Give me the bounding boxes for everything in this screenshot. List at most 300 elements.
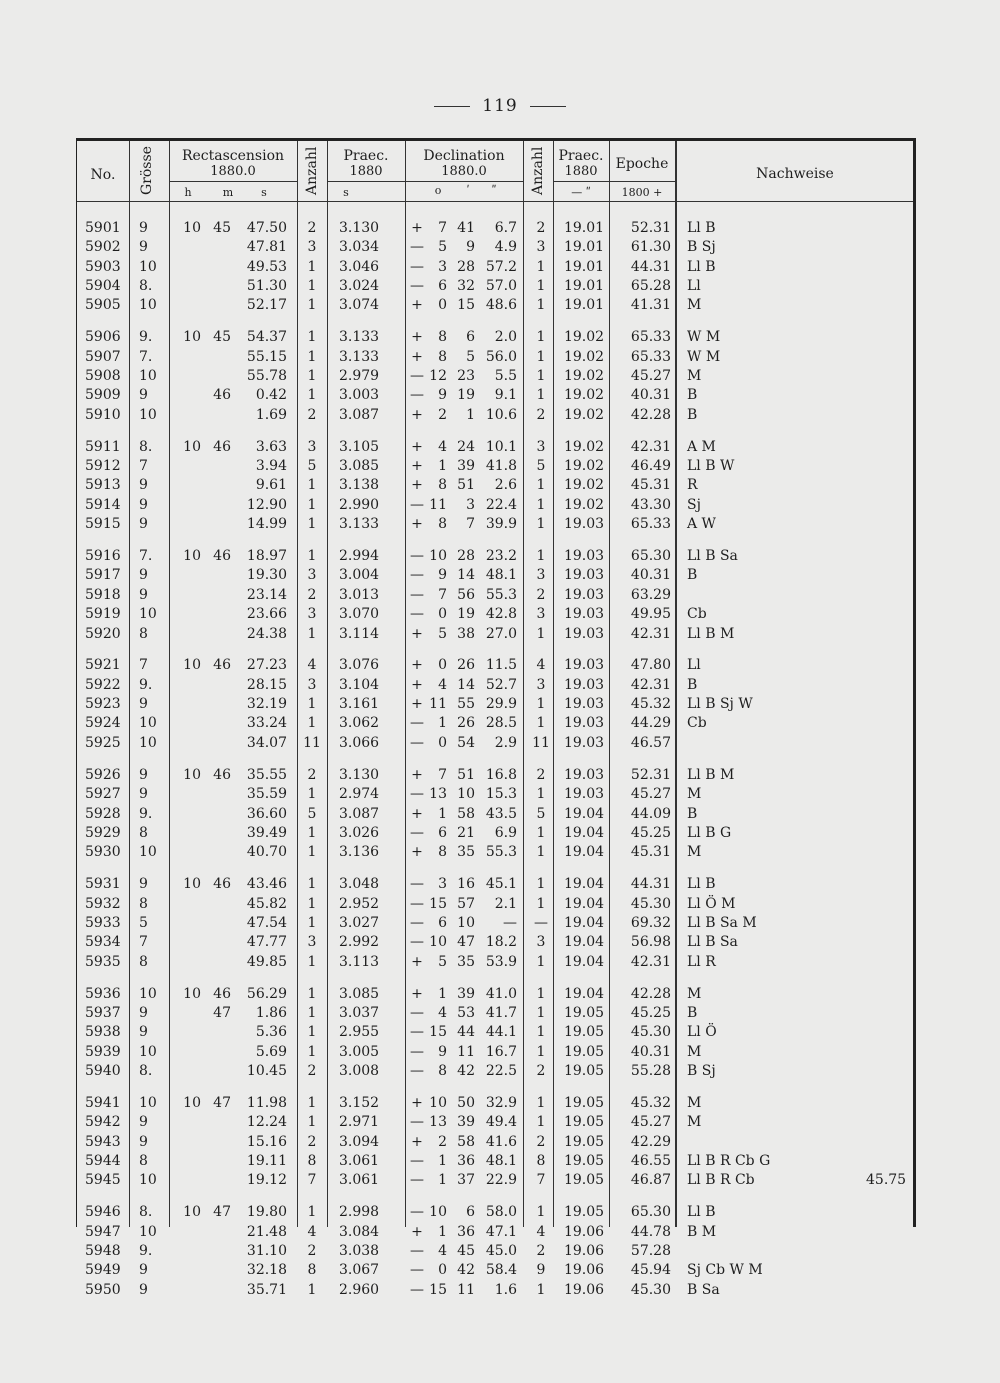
cell-count-decl: 1 [536,1204,546,1221]
cell-magnitude: 9. [139,1242,153,1259]
cell-decl-seconds: 10.6 [485,406,517,423]
cell-count-decl: 1 [536,548,546,565]
cell-references: A M [687,438,716,455]
cell-count-ra: 3 [307,567,317,584]
cell-count-ra: 1 [307,696,317,713]
cell-epoch: 46.57 [630,734,671,751]
cell-count-ra: 2 [307,1062,317,1079]
cell-magnitude: 8. [139,438,153,455]
cell-epoch: 45.32 [630,696,671,713]
table-row [77,1281,913,1300]
cell-decl-degrees: 10 [429,1204,447,1221]
cell-number: 5942 [85,1114,121,1131]
cell-precession-decl: 19.03 [563,766,605,783]
cell-count-decl: 3 [536,606,546,623]
cell-decl-seconds: 9.1 [494,387,517,404]
cell-count-ra: 5 [307,458,317,475]
cell-decl-minutes: 45 [457,1242,475,1259]
cell-decl-seconds: 11.5 [485,657,517,674]
cell-number: 5938 [85,1024,121,1041]
cell-precession-decl: 19.03 [563,516,605,533]
cell-magnitude: 10 [139,297,157,314]
cell-count-decl: 1 [536,258,546,275]
cell-decl-degrees: 4 [438,1242,447,1259]
cell-ra-seconds: 49.85 [246,953,287,970]
cell-ra-seconds: 15.16 [246,1133,287,1150]
cell-ra-hours: 10 [183,985,201,1002]
cell-decl-minutes: 19 [457,606,475,623]
cell-magnitude: 10 [139,985,157,1002]
cell-precession-ra: 3.066 [339,734,380,751]
cell-precession-decl: 19.04 [563,934,605,951]
cell-precession-ra: 3.133 [339,348,380,365]
cell-epoch: 44.09 [630,805,671,822]
cell-count-decl: 2 [536,1133,546,1150]
cell-precession-decl: 19.03 [563,676,605,693]
cell-ra-seconds: 12.24 [246,1114,287,1131]
cell-precession-ra: 2.971 [339,1114,380,1131]
cell-decl-degrees: 3 [438,876,447,893]
table-row [77,1133,913,1152]
cell-references: B [687,387,698,404]
cell-references: A W [687,516,716,533]
cell-epoch: 46.55 [630,1152,671,1169]
cell-references: Ll B Sa M [687,914,757,931]
cell-epoch: 42.31 [630,438,671,455]
cell-count-decl: 2 [536,406,546,423]
table-row [77,734,913,753]
cell-count-decl: 3 [536,438,546,455]
cell-number: 5926 [85,766,121,783]
cell-ra-seconds: 21.48 [246,1223,287,1240]
header-ra-unit-h: h [184,186,192,199]
cell-references: B [687,805,698,822]
cell-number: 5932 [85,895,121,912]
cell-precession-decl: 19.05 [563,1004,605,1021]
cell-count-decl: 1 [536,278,546,295]
cell-decl-minutes: 39 [457,985,475,1002]
cell-decl-seconds: 28.5 [485,715,517,732]
table-row [77,238,913,257]
cell-magnitude: 9 [139,567,148,584]
cell-references: Ll B M [687,766,735,783]
cell-precession-decl: 19.06 [563,1242,605,1259]
cell-number: 5925 [85,734,121,751]
table-row [77,328,913,347]
cell-decl-seconds: 55.3 [485,586,517,603]
cell-ra-seconds: 11.98 [246,1094,287,1111]
cell-references: Ll B Sj W [687,696,753,713]
table-row [77,1203,913,1222]
cell-decl-minutes: 56 [457,586,475,603]
cell-precession-ra: 3.076 [339,657,380,674]
cell-ra-seconds: 34.07 [246,734,287,751]
cell-precession-decl: 19.02 [563,458,605,475]
cell-precession-ra: 3.013 [339,586,380,603]
table-row [77,515,913,534]
cell-ra-seconds: 47.54 [246,914,287,931]
cell-decl-minutes: 54 [457,734,475,751]
cell-decl-minutes: 3 [466,496,475,513]
cell-precession-decl: 19.02 [563,477,605,494]
cell-count-ra: 1 [307,953,317,970]
cell-magnitude: 8. [139,1204,153,1221]
cell-decl-sign: — [410,548,424,565]
cell-count-ra: 3 [307,438,317,455]
cell-precession-decl: 19.01 [563,258,605,275]
cell-precession-ra: 2.960 [339,1281,380,1298]
cell-precession-ra: 3.094 [339,1133,380,1150]
cell-decl-sign: + [411,348,423,365]
cell-precession-ra: 2.992 [339,934,380,951]
cell-decl-seconds: 18.2 [485,934,517,951]
cell-magnitude: 10 [139,368,157,385]
cell-magnitude: 10 [139,734,157,751]
cell-magnitude: 9 [139,1281,148,1298]
cell-count-ra: 2 [307,1242,317,1259]
cell-decl-sign: — [410,1281,424,1298]
table-row [77,219,913,238]
cell-decl-degrees: 10 [429,548,447,565]
cell-references: B Sj [687,239,716,256]
cell-magnitude: 10 [139,715,157,732]
cell-decl-sign: — [410,895,424,912]
cell-ra-minutes: 46 [213,387,231,404]
cell-decl-minutes: 14 [457,567,475,584]
cell-decl-minutes: 51 [457,477,475,494]
cell-count-ra: 1 [307,1024,317,1041]
cell-precession-ra: 3.024 [339,278,380,295]
cell-decl-degrees: 7 [438,766,447,783]
cell-count-decl: 1 [536,516,546,533]
cell-precession-decl: 19.06 [563,1262,605,1279]
cell-decl-degrees: 0 [438,297,447,314]
cell-decl-sign: — [410,567,424,584]
cell-epoch: 52.31 [630,220,671,236]
cell-decl-sign: — [410,1062,424,1079]
cell-decl-minutes: 51 [457,766,475,783]
cell-count-decl: 1 [536,1024,546,1041]
cell-precession-decl: 19.03 [563,567,605,584]
cell-ra-seconds: 45.82 [246,895,287,912]
table-row [77,1152,913,1171]
cell-epoch: 65.30 [630,548,671,565]
cell-decl-degrees: 1 [438,458,447,475]
cell-precession-decl: 19.05 [563,1043,605,1060]
cell-decl-sign: — [410,876,424,893]
cell-references: M [687,985,702,1002]
cell-number: 5923 [85,696,121,713]
cell-magnitude: 9 [139,516,148,533]
cell-decl-seconds: 4.9 [494,239,517,256]
cell-ra-seconds: 19.30 [246,567,287,584]
cell-decl-seconds: 48.6 [485,297,517,314]
cell-ra-seconds: 28.15 [246,676,287,693]
cell-references: B [687,1004,698,1021]
cell-decl-minutes: 39 [457,1114,475,1131]
cell-number: 5912 [85,458,121,475]
cell-precession-decl: 19.03 [563,548,605,565]
cell-decl-degrees: 1 [438,715,447,732]
cell-ra-minutes: 46 [213,548,231,565]
cell-precession-decl: 19.06 [563,1223,605,1240]
table-row [77,496,913,515]
cell-count-decl: 2 [536,586,546,603]
table-row [77,1242,913,1261]
cell-count-ra: 1 [307,368,317,385]
cell-epoch: 57.28 [630,1242,671,1259]
cell-decl-minutes: 41 [457,220,475,236]
cell-count-ra: 2 [307,766,317,783]
cell-magnitude: 9. [139,329,153,346]
cell-precession-ra: 3.038 [339,1242,380,1259]
cell-precession-ra: 3.133 [339,329,380,346]
cell-decl-sign: — [410,786,424,803]
cell-precession-ra: 3.085 [339,985,380,1002]
cell-magnitude: 10 [139,844,157,861]
cell-count-ra: 1 [307,824,317,841]
cell-decl-sign: + [411,766,423,783]
cell-ra-seconds: 47.81 [246,239,287,256]
cell-decl-degrees: 7 [438,220,447,236]
cell-precession-decl: 19.01 [563,278,605,295]
cell-precession-decl: 19.01 [563,220,605,236]
cell-decl-minutes: 26 [457,657,475,674]
cell-references: Ll B R Cb G [687,1152,771,1169]
header-bottom-rule [77,201,913,202]
table-row [77,695,913,714]
cell-decl-seconds: 2.0 [494,329,517,346]
cell-precession-decl: 19.05 [563,1114,605,1131]
header-nachweise: Nachweise [756,166,834,182]
cell-precession-ra: 3.085 [339,458,380,475]
cell-magnitude: 7 [139,657,148,674]
cell-decl-degrees: 1 [438,985,447,1002]
cell-precession-ra: 3.067 [339,1262,380,1279]
cell-decl-minutes: 16 [457,876,475,893]
cell-decl-seconds: 41.6 [485,1133,517,1150]
cell-ra-minutes: 46 [213,438,231,455]
cell-magnitude: 9 [139,1114,148,1131]
cell-count-ra: 4 [307,1223,317,1240]
cell-decl-minutes: 57 [457,895,475,912]
cell-number: 5916 [85,548,121,565]
cell-ra-seconds: 43.46 [246,876,287,893]
cell-ra-seconds: 19.12 [246,1172,287,1189]
cell-decl-sign: + [411,985,423,1002]
cell-references: M [687,368,702,385]
header-epoche-unit: 1800 + [621,186,663,199]
cell-decl-sign: + [411,1133,423,1150]
cell-count-ra: 2 [307,406,317,423]
cell-epoch: 65.33 [630,329,671,346]
cell-ra-seconds: 47.77 [246,934,287,951]
cell-ra-seconds: 31.10 [246,1242,287,1259]
cell-ra-seconds: 32.19 [246,696,287,713]
table-row [77,875,913,894]
cell-ra-seconds: 36.60 [246,805,287,822]
cell-decl-seconds: 49.4 [485,1114,517,1131]
table-row [77,258,913,277]
cell-decl-degrees: 15 [429,1024,447,1041]
table-row [77,386,913,405]
cell-decl-sign: + [411,406,423,423]
cell-number: 5909 [85,387,121,404]
cell-magnitude: 8 [139,625,148,642]
cell-decl-degrees: 13 [429,786,447,803]
cell-decl-minutes: 1 [466,406,475,423]
cell-decl-seconds: 32.9 [485,1094,517,1111]
cell-decl-sign: — [410,1114,424,1131]
cell-number: 5935 [85,953,121,970]
cell-count-ra: 3 [307,676,317,693]
cell-precession-ra: 3.130 [339,766,380,783]
cell-count-ra: 1 [307,895,317,912]
cell-decl-sign: — [410,496,424,513]
cell-decl-seconds: 15.3 [485,786,517,803]
cell-decl-seconds: 22.5 [485,1062,517,1079]
cell-precession-decl: 19.03 [563,715,605,732]
cell-count-ra: 1 [307,1043,317,1060]
cell-references: Ll B R Cb [687,1172,755,1189]
cell-decl-minutes: 15 [457,297,475,314]
cell-decl-minutes: 6 [466,1204,475,1221]
table-row [77,1261,913,1280]
header-decl-epoch: 1880.0 [441,164,487,179]
cell-ra-minutes: 47 [213,1004,231,1021]
table-row [77,895,913,914]
cell-decl-sign: — [410,606,424,623]
cell-ra-seconds: 52.17 [246,297,287,314]
cell-decl-minutes: 42 [457,1262,475,1279]
header-praec-ra-unit: s [343,186,349,199]
cell-decl-seconds: 27.0 [485,625,517,642]
cell-count-decl: 1 [536,715,546,732]
cell-epoch: 45.94 [630,1262,671,1279]
cell-references: M [687,297,702,314]
cell-decl-seconds: 58.4 [485,1262,517,1279]
cell-epoch: 65.28 [630,278,671,295]
cell-epoch: 56.98 [630,934,671,951]
cell-ra-seconds: 1.69 [255,406,287,423]
cell-decl-minutes: 36 [457,1223,475,1240]
cell-number: 5943 [85,1133,121,1150]
cell-decl-degrees: 6 [438,824,447,841]
cell-count-ra: 1 [307,1004,317,1021]
cell-count-ra: 1 [307,258,317,275]
cell-decl-seconds: 5.5 [494,368,517,385]
cell-references: M [687,786,702,803]
cell-references: Cb [687,715,707,732]
table-row [77,676,913,695]
cell-epoch: 45.27 [630,368,671,385]
cell-epoch: 44.31 [630,258,671,275]
cell-count-decl: 1 [536,297,546,314]
cell-count-decl: 1 [536,348,546,365]
cell-count-ra: 1 [307,786,317,803]
cell-decl-degrees: 0 [438,1262,447,1279]
cell-number: 5917 [85,567,121,584]
cell-epoch: 42.31 [630,676,671,693]
cell-count-ra: 1 [307,516,317,533]
cell-decl-seconds: 22.9 [485,1172,517,1189]
cell-epoch: 65.33 [630,348,671,365]
cell-precession-decl: 19.04 [563,876,605,893]
cell-precession-decl: 19.01 [563,297,605,314]
cell-decl-minutes: 7 [466,516,475,533]
cell-count-ra: 1 [307,985,317,1002]
cell-number: 5902 [85,239,121,256]
cell-decl-degrees: 1 [438,1152,447,1169]
cell-decl-minutes: 50 [457,1094,475,1111]
cell-ra-hours: 10 [183,766,201,783]
cell-decl-degrees: 8 [438,329,447,346]
cell-magnitude: 5 [139,914,148,931]
cell-count-ra: 2 [307,1133,317,1150]
header-ra-title: Rectascension [181,148,285,164]
cell-number: 5939 [85,1043,121,1060]
cell-decl-seconds: — [503,914,517,931]
cell-decl-seconds: 2.1 [494,895,517,912]
cell-count-ra: 1 [307,278,317,295]
cell-ra-seconds: 40.70 [246,844,287,861]
cell-count-ra: 8 [307,1152,317,1169]
cell-decl-degrees: 5 [438,953,447,970]
cell-count-ra: 1 [307,715,317,732]
cell-ra-seconds: 23.66 [246,606,287,623]
cell-count-ra: 1 [307,496,317,513]
cell-epoch: 46.87 [630,1172,671,1189]
cell-count-ra: 4 [307,657,317,674]
cell-ra-hours: 10 [183,1204,201,1221]
cell-decl-seconds: 6.9 [494,824,517,841]
cell-precession-ra: 3.084 [339,1223,380,1240]
cell-decl-minutes: 5 [466,348,475,365]
table-row [77,586,913,605]
cell-precession-ra: 3.062 [339,715,380,732]
cell-precession-decl: 19.03 [563,734,605,751]
cell-count-decl: 1 [536,368,546,385]
cell-ra-hours: 10 [183,438,201,455]
cell-decl-seconds: 10.1 [485,438,517,455]
cell-decl-degrees: 9 [438,1043,447,1060]
cell-precession-ra: 3.061 [339,1172,380,1189]
cell-count-ra: 3 [307,934,317,951]
table-row [77,566,913,585]
table-row [77,457,913,476]
cell-precession-ra: 3.161 [339,696,380,713]
cell-decl-minutes: 28 [457,258,475,275]
cell-decl-degrees: 8 [438,516,447,533]
table-row [77,914,913,933]
cell-references: M [687,844,702,861]
table-row [77,824,913,843]
table-row [77,843,913,862]
cell-decl-sign: + [411,438,423,455]
cell-epoch: 69.32 [630,914,671,931]
header-praec-decl-title: Praec. [558,148,604,164]
cell-ra-minutes: 47 [213,1204,231,1221]
cell-ra-seconds: 9.61 [255,477,287,494]
header-groesse: Grösse [139,146,155,195]
cell-magnitude: 9 [139,1133,148,1150]
cell-precession-decl: 19.05 [563,1133,605,1150]
cell-magnitude: 9 [139,586,148,603]
cell-decl-minutes: 32 [457,278,475,295]
cell-references: B Sj [687,1062,716,1079]
cell-count-decl: 1 [536,1004,546,1021]
cell-number: 5924 [85,715,121,732]
